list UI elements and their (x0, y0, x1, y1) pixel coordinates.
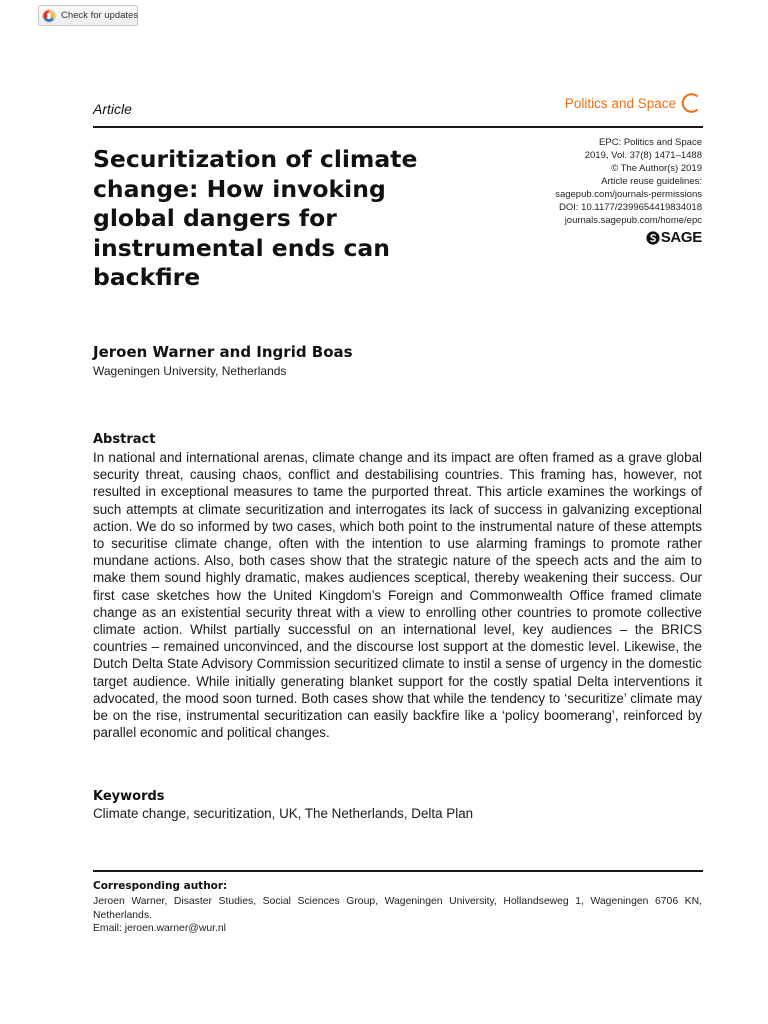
corresponding-author-heading: Corresponding author: (93, 880, 228, 892)
journal-brand (565, 92, 702, 114)
journal-metadata (555, 136, 702, 227)
journal-name: EPC: Politics and Space (599, 137, 702, 148)
reuse-guidelines-label: Article reuse guidelines: (601, 176, 702, 187)
journal-issue: 2019, Vol. 37(8) 1471–1488 (584, 150, 702, 161)
keywords-heading: Keywords (93, 789, 165, 804)
authors: Jeroen Warner and Ingrid Boas (93, 343, 353, 361)
abstract-text: In national and international arenas, climate change and its impact are often framed as a grave global security threat, causing chaos, conflict and destabilising countries. This framing has, however, not resulted in exceptional measures to tame the purported threat. This article examines the workings of such attempts at climate securitization and interrogates its lack of success in galvanizing exceptional action. We do so informed by two cases, which both point to the instrumental nature of these attempts to securitise climate change, often with the intention to use alarming framings to promote rather mundane actions. Also, both cases show that the strategic nature of the speech acts and the aim to make them sound highly dramatic, makes audiences sceptical, thereby weakening their success. Our first case sketches how the United Kingdom’s Foreign and Commonwealth Office framed climate change as an existential security threat with a view to enrolling other countries to promote collective climate action. Whilst partially successful on an international level, key audiences – the BRICS countries – remained unconvinced, and the discourse lost support at the domestic level. Likewise, the Dutch Delta State Advisory Commission securitized climate to instil a sense of urgency in the domestic target audience. While initially generating blanket support for the costly spatial Delta interventions it advocated, the mood soon turned. Both cases show that while the tendency to ‘securitize’ climate may be on the rise, instrumental securitization can easily backfire like a ‘policy boomerang’, reinforced by parallel economic and political changes. (93, 450, 702, 741)
crossmark-icon (42, 9, 56, 23)
abstract-heading: Abstract (93, 432, 156, 447)
sage-logo (646, 229, 702, 246)
corresponding-author-address: Jeroen Warner, Disaster Studies, Social Sciences Group, Wageningen University, Hollandseweg 1, Wageningen 6706 KN, Netherlands. (93, 896, 702, 921)
sage-s-icon (646, 231, 660, 245)
copyright-line: © The Author(s) 2019 (611, 163, 702, 174)
header-divider (93, 126, 703, 128)
doi-link[interactable]: DOI: 10.1177/2399654419834018 (559, 202, 702, 213)
footer-divider (93, 870, 703, 872)
check-for-updates-label: Check for updates (61, 10, 139, 21)
publisher-name: SAGE (660, 229, 702, 246)
corresponding-author-email[interactable]: Email: jeroen.warner@wur.nl (93, 923, 226, 934)
affiliation: Wageningen University, Netherlands (93, 364, 287, 378)
keywords-list: Climate change, securitization, UK, The Netherlands, Delta Plan (93, 806, 474, 821)
article-type-label: Article (93, 101, 132, 117)
check-for-updates-button[interactable] (38, 5, 138, 26)
reuse-guidelines-link[interactable]: sagepub.com/journals-permissions (555, 189, 702, 200)
journal-brand-name: Politics and Space (564, 95, 676, 111)
journal-c-logo-icon (680, 92, 702, 114)
article-title: Securitization of climate change: How invoking global dangers for instrumental ends can backfire (93, 145, 418, 291)
journal-homepage-link[interactable]: journals.sagepub.com/home/epc (564, 215, 702, 226)
